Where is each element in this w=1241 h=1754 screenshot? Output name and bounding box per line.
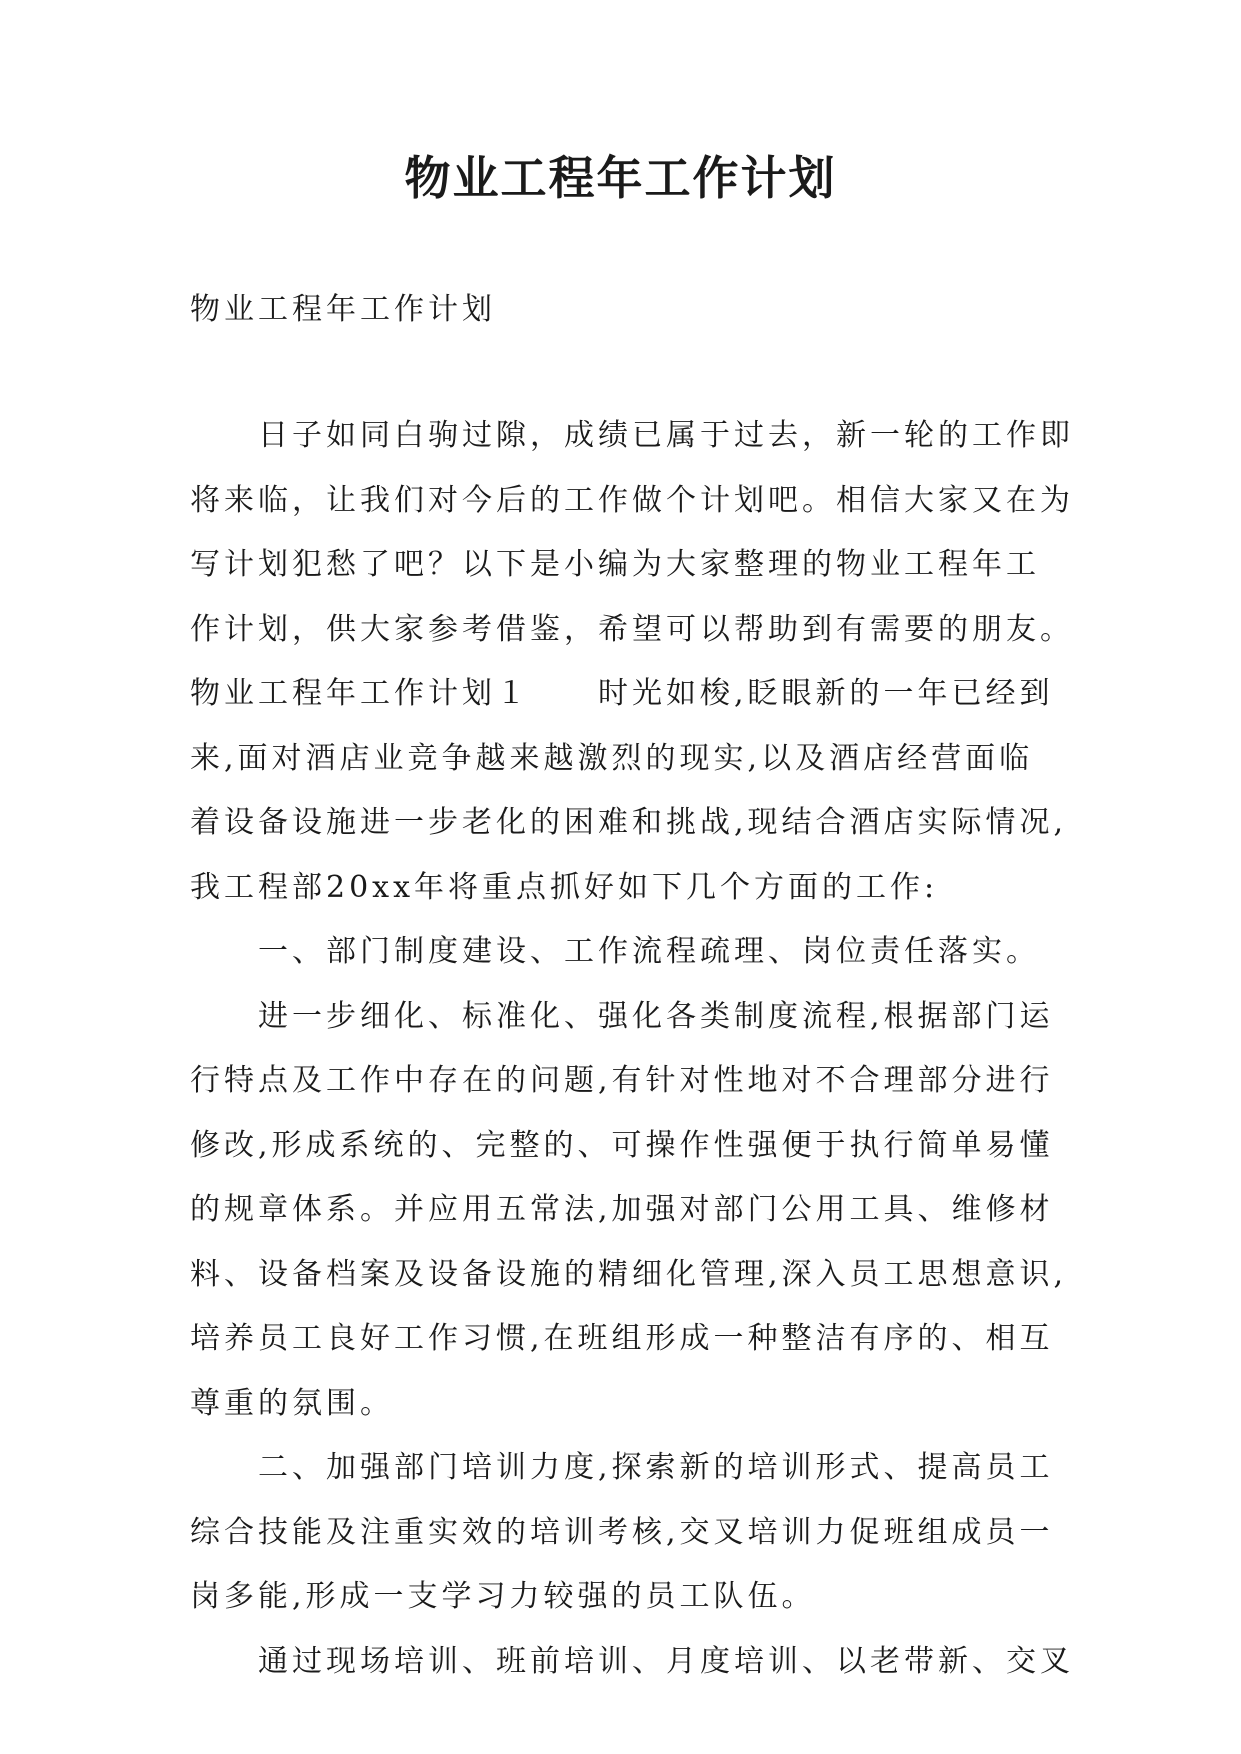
text-line: 修改,形成系统的、完整的、可操作性强便于执行简单易懂	[190, 1127, 1054, 1163]
text-line: 我工程部20xx年将重点抓好如下几个方面的工作:	[190, 869, 939, 905]
document-body	[190, 404, 1074, 1694]
text-line: 尊重的氛围。	[190, 1385, 394, 1421]
text-line: 岗多能,形成一支学习力较强的员工队伍。	[190, 1579, 816, 1614]
text-line: 着设备设施进一步老化的困难和挑战,现结合酒店实际情况,	[190, 805, 1068, 840]
text-line: 培养员工良好工作习惯,在班组形成一种整洁有序的、相互	[190, 1321, 1054, 1356]
text-line: 将来临，让我们对今后的工作做个计划吧。相信大家又在为	[190, 482, 1074, 518]
text-line: 作计划，供大家参考借鉴，希望可以帮助到有需要的朋友。	[190, 611, 1074, 647]
text-line: 二、加强部门培训力度,探索新的培训形式、提高员工	[190, 1450, 1054, 1485]
text-line: 进一步细化、标准化、强化各类制度流程,根据部门运	[190, 998, 1054, 1034]
text-line: 一、部门制度建设、工作流程疏理、岗位责任落实。	[190, 934, 1040, 969]
text-line: 行特点及工作中存在的问题,有针对性地对不合理部分进行	[190, 1063, 1054, 1098]
text-line: 写计划犯愁了吧？以下是小编为大家整理的物业工程年工	[190, 547, 1040, 582]
text-line: 日子如同白驹过隙，成绩已属于过去，新一轮的工作即	[190, 418, 1074, 453]
document-subtitle: 物业工程年工作计划	[190, 292, 496, 327]
text-line: 料、设备档案及设备设施的精细化管理,深入员工思想意识,	[190, 1256, 1068, 1292]
document-title: 物业工程年工作计划	[404, 151, 837, 205]
text-line: 的规章体系。并应用五常法,加强对部门公用工具、维修材	[190, 1192, 1054, 1227]
text-line: 综合技能及注重实效的培训考核,交叉培训力促班组成员一	[190, 1514, 1054, 1550]
text-line: 通过现场培训、班前培训、月度培训、以老带新、交叉	[190, 1643, 1074, 1679]
text-line: 物业工程年工作计划１ 时光如梭,眨眼新的一年已经到	[190, 676, 1054, 711]
text-line: 来,面对酒店业竞争越来越激烈的现实,以及酒店经营面临	[190, 740, 1034, 776]
